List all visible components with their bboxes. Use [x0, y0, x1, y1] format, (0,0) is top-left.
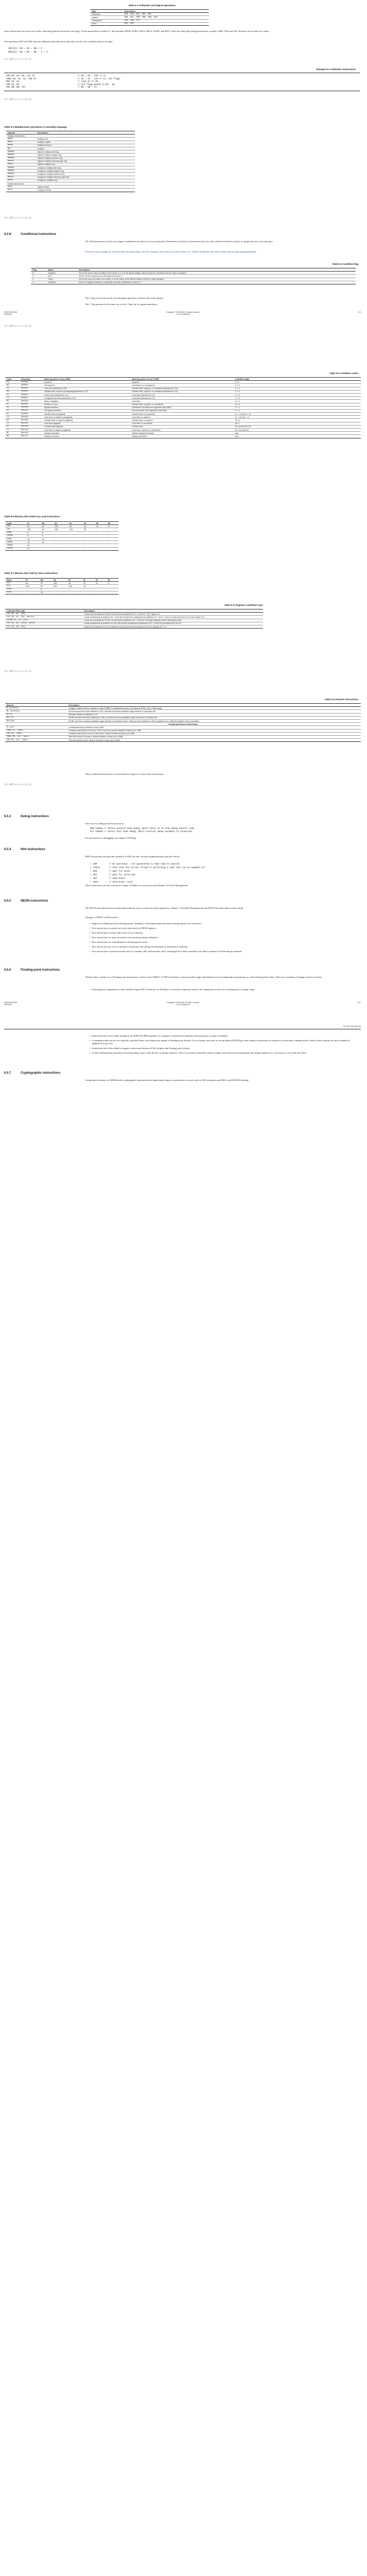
watermark: 東京 電機 2017-03-24 東 京電	[4, 98, 31, 100]
section-paragraph: Processor state on page 4-6, describes the four status flags, Zero (Z), Negative (N), Carry (C) and Overflow (V). Table 6-4 indicates the value of these bits for flag setting operations.	[85, 250, 257, 253]
table-row: STP X9, X8, [X4] Stores the doubleword in X9 to address X4 and stores the doubleword in X8 to address X4 + 8.	[5, 625, 263, 628]
table-row: MSUB Multiply subtract	[6, 144, 135, 147]
table-6-12-note: These conditional instructions are described in Chapter 6 Control flow instructions.	[85, 773, 164, 775]
footer-doc-id: ARM DEN0024A ID050815	[4, 1002, 18, 1006]
note-c-flag: The C flag is set if the result of an unsigned operation overflows the result register.	[85, 297, 164, 299]
table-row: GT 0b1100 Greater than (signed). Greater than. (Z==0) && (N==V)	[5, 425, 361, 428]
table-row: LDR 64 32 128 64 32 16 8	[5, 525, 119, 528]
table-row: PL 0b0101 Positive or zero. Greater than, equal to, or unordered. N = 0	[5, 403, 361, 406]
table-6-2-caption: Table 6-2 Multiplication operations in assembly language	[4, 126, 67, 128]
neon-bullet-list	[92, 922, 357, 955]
footer-doc-id: ARM DEN0024A ID050815	[4, 311, 18, 315]
table-6-11-caption: Table 6-11 Register Load/Store pair	[224, 604, 263, 606]
table-row: CBNZ Rt, label Compare and branch if not zero. If Rt is not zero, branch forward or back up to 1MB.	[5, 729, 361, 732]
table-row: STRB - 8 - - - - -	[5, 588, 119, 591]
list-item: • New instructions for normalization of floating-point values.	[92, 941, 357, 944]
section-title: Cryptographic instructions	[21, 1072, 61, 1075]
fp-bullet-list	[92, 1035, 357, 1056]
list-item: • WFE // Wait for Event	[90, 870, 130, 873]
section-paragraph: An optional extension for ARMv8 adds cryptographic instructions that significantly improve performance on tasks such as AES encryption and SHA1 and SHA256 hashing.	[85, 1079, 249, 1081]
fp-bullet-list	[92, 988, 357, 993]
table-row: UMULH Unsigned multiply returning high half	[6, 176, 135, 179]
table-row: Arithmetic ADD, SUB, ADC, SBC, NEG	[90, 13, 209, 16]
list-item: • New instructions to insert and extract vector elements.	[92, 931, 357, 935]
table-row: Comparison CMP, CMN, TST	[90, 19, 209, 22]
table-row: LE 0b1101 Less than or equal to (signed). Less than, equal to or unordered. (Z==1) || (N!=V)	[5, 429, 361, 432]
section-paragraph: HINT instructions are typically treated as a NOP, but they can have implementation-specific effects:	[85, 855, 180, 858]
table-row: SMULH Signed multiply returning high half	[6, 160, 135, 163]
table-group-row: Multiply instructions	[6, 134, 135, 138]
section-number: 6.5.6	[4, 969, 11, 972]
list-item: • Floating-point comparisons set the condition flags (NZCV) directly. In A64 there is no need to explicitly transfer the comparison results from floating-point to integer flags.	[92, 988, 357, 991]
table-row: HI 0b1000 Greater than (unsigned). Greater than or unordered. (C = 1) && (Z = 0)	[5, 413, 361, 416]
table-6-12-caption: Table 6-12 Branch instructions	[324, 698, 358, 701]
table-6-7	[5, 578, 119, 595]
table-row: LDP 128 64 256 128 64 - -	[5, 528, 119, 531]
table-header-cell: Xt	[26, 522, 40, 525]
table-row: C Carry Set to the carry-out value from result, or to the value of the last bit shifted out from a shift operation.	[31, 278, 356, 281]
section-number: 6.5.3	[4, 815, 11, 818]
example-6-1-code: ADD W0, W1, W2, LSL #3 SUBS X0, X4, X3, ASR #2 MOV X0, X1 CMP W3, W4 ADD W0, W5, #27	[6, 75, 36, 89]
table-6-6-caption: Table 6-6 Memory bits written by Load instructions	[4, 515, 60, 518]
list-item: • A rounding mode can now be explicitly specified when converting from integer to floating-point formats. It is no longer necessary to use the global FPCR flags when simple conversions are required to a particular rounding mode. Some of these options are also available in ARMv8 A32 and T32.	[92, 1039, 357, 1045]
table-row: CS 0b0010 Carry set (identical to HS). Greater than, equal to, or unordered (identical to HS). C = 1	[5, 387, 361, 390]
table-6-5: Code Encoding Meaning (when set by CMP) Meaning (when set by FCMP) Condition flags EQ 0b0000 Equal to. Equal to. Z =1 NE 0b0001 Not equal to. Unordered, or not equal to. Z = 0 CS 0b0010 Carry set (identical to HS). Greater than, equal to, or unordered (identical to HS). C = 1 HS 0b0010 Greater than, equal to (unsigned) (identical to CS). Greater than, equal to, or unordered (identical to CS). C = 1 CC 0b0011 Carry clear (identical to LO). Less than (identical to LO). C = 0 LO 0b0011 Unsigned less than (identical to CC). Less than (identical to CC). C = 0 MI 0b0100 Minus, Negative. Less than. N = 1 PL 0b0101 Positive or zero. Greater than, equal to, or unordered. N = 0 VS 0b0110 Signed overflow. Unordered. (At least one argument was NaN). V = 1 VC 0b0111 No signed overflow. Not unordered. (No argument was NaN). V = 0 HI 0b1000 Greater than (unsigned). Greater than or unordered. (C = 1) && (Z = 0) LS 0b1001 Less than or equal to (unsigned). Less than or equal to. (C = 0) || (Z = 1) GE 0b1010 Greater than or equal to (signed). Greater than or equal to. N==V LT 0b1011 Less than (signed). Less than or unordered. N!=V GT 0b1100 Greater than (signed). Greater than. (Z==0) && (N==V) LE 0b1101 Less than or equal to (signed). Less than, equal to or unordered. (Z==1) || (N!=V) AL 0b1110 Always executed. Default. Always executed. Any NV 0b1111 Always executed. Always executed. Any	[5, 377, 361, 438]
table-row: UMNEGL Unsigned multiply-negate long	[6, 170, 135, 173]
intro-paragraph-1: Some instructions also have an S suffix, indicating that the instruction sets flags. Of the instructions in Table 6-1, this includes ADDS, SUBS, ADCS, SBCS, ANDS, and BICS. There are other flag-setting instructions, notably CMP, CMN and TST, but these do not take an S suffix.	[4, 30, 270, 32]
section-number: 6.5.7	[4, 1072, 11, 1075]
list-item: • New instructions for type conversion and saturating integer arithmetic.	[92, 936, 357, 939]
table-header-cell: Load	[5, 522, 26, 525]
table-header-cell: St	[82, 579, 94, 582]
list-item: • WFI // Wait for Interrupt	[90, 873, 136, 876]
table-row: MNEG Multiply negate	[6, 141, 135, 144]
page-header: The A64 instruction set	[343, 1025, 361, 1027]
watermark: 東京 電機 2017-03-24 東 京電	[4, 58, 31, 60]
watermark: 東京 電機 2017-03-24 東 京電	[4, 325, 31, 327]
table-header-cell: Dt	[67, 579, 82, 582]
section-paragraph: These instructions are also covered in Chapter 14 Multi-core processors and Chapter 15 Power Management.	[85, 884, 189, 887]
table-row: STP 128 64 256 128 64 - -	[5, 585, 119, 588]
table-6-2	[6, 131, 135, 192]
section-number: 6.2.8	[4, 233, 11, 236]
table-header-cell: Dt	[68, 522, 82, 525]
list-item: • Support for double-precision floating-point, enabling C code using double-precision floating-point to be vectorized.	[92, 922, 357, 925]
table-header-cell: Wt	[40, 522, 53, 525]
hint-list	[90, 862, 205, 884]
table-row: GE 0b1010 Greater than or equal to (signed). Greater than or equal to. N==V	[5, 419, 361, 422]
watermark: 東京 電機 2017-03-24 東 京電	[4, 783, 31, 786]
table-row: MUL Multiply	[6, 147, 135, 150]
intro-code-sbc: SBC{S}: Rd = Rn - Rm - 1 + C	[8, 51, 48, 54]
table-header-cell: Bt	[107, 579, 119, 582]
table-row: EQ 0b0000 Equal to. Equal to. Z =1	[5, 381, 361, 384]
table-row: CBZ Rt, label Compare and branch if zero. If Rt is zero, branch forward or back up to 1MB.	[5, 732, 361, 735]
table-row: HS 0b0010 Greater than, equal to (unsigned) (identical to CS). Greater than, equal to, or unordered (identical to CS). C = 1	[5, 390, 361, 393]
table-row: LDRB 8 8 - - - - -	[5, 531, 119, 534]
list-item: • New instructions to operate on scalar data stored in NEON registers.	[92, 927, 357, 930]
table-header-cell: Wt	[39, 579, 52, 582]
watermark: 東京 電機 2017-03-24 東 京電	[4, 670, 31, 672]
table-row: LDP D8, D2, [X11], #0x10 Loads doubleword at address X11 into D8 and the doubleword at address X11 + 8 into D2 and adds 0x10 to X11.	[5, 622, 263, 625]
table-group-row: Divide instructions	[6, 182, 135, 185]
table-header-cell: Ht	[94, 579, 107, 582]
table-row: TBZ Rt, bit, label Test and branch if zero. Branch forward or back up to 32kB.	[5, 739, 361, 742]
table-row: LT 0b1011 Less than (signed). Less than or unordered. N!=V	[5, 422, 361, 425]
table-row: RET{Xn} As BR, but hint to branch prediction logic that this is a function return. Returns to the address in X30 by default, but a different register can be specified.	[5, 719, 361, 722]
table-header-cell: Bt	[107, 522, 119, 525]
table-row: VS 0b0110 Signed overflow. Unordered. (At least one argument was NaN). V = 1	[5, 406, 361, 409]
table-row: LDPSW 64 - - - - - -	[5, 547, 119, 550]
table-row: TBNZ Rt, bit, label Test and branch if nonzero. Branch forward or back up to 32kB.	[5, 735, 361, 738]
table-row: LO 0b0011 Unsigned less than (identical to CC). Less than (identical to CC). C = 0	[5, 397, 361, 400]
section-title: Debug instructions	[21, 815, 49, 818]
list-item: • SEVL // Send Event Local	[90, 880, 133, 884]
table-row: BR Xn Absolute branch to address in Xn.	[5, 713, 361, 716]
table-row: SMNEGL Signed multiply-negate long	[6, 154, 135, 157]
table-header-cell: Qt	[53, 522, 68, 525]
table-row: LDP X8, X2, [X0, #0x10]! Loads doubleword at address X0 + 0x10 into X8 and the doubleword at address X0 + 0x10 + 8 into X2 and add 0x10 to X0. See Figure 6-5.	[5, 616, 263, 619]
table-6-6	[5, 521, 119, 551]
table-row: VC 0b0111 No signed overflow. Not unordered. (No argument was NaN). V = 0	[5, 409, 361, 412]
section-title: Conditional instructions	[21, 233, 56, 236]
table-6-7-caption: Table 6-7 Memory bits read by Store instructions	[4, 572, 58, 574]
table-row: BLR Xn As BR but store the return address in X30, and hint to branch prediction logic that this is a function call.	[5, 716, 361, 719]
list-item: • NOP // No operation - not guaranteed to take time to execute	[90, 862, 180, 866]
table-6-4-caption: Table 6-4 Condition flag	[332, 263, 358, 265]
table-row: BL {offset} As B but store the return address in X30, and hint to branch prediction logic that this is a function call.	[5, 710, 361, 713]
list-item: • YIELD // Hint that the current thread is performing a task that can be swapped out	[90, 866, 205, 869]
section-number: 6.5.4	[4, 848, 11, 851]
debug-code: BRK #imm16 // Enters monitor mode debug, where there is on-chip debug monitor code. HLT #imm16 // Enters halt mode debug, where external debug hardware is connected.	[90, 828, 195, 833]
intro-paragraph-2: The operations ADC and SBC perform additions and subtractions that also use the carry condition flag as an input:	[4, 40, 113, 43]
section-paragraph: The A64 instructions set does not support conditional execution for every instruction. Predicated execution of instructions does not offer sufficient benefit to justify its significant use of opcode space.	[85, 240, 274, 243]
watermark: 東京 電機 2017-03-24 東 京電	[4, 216, 31, 219]
table-row: UMADDL Unsigned multiply-add long	[6, 166, 135, 170]
table-6-1-caption: Table 6-1 Arithmetic and logical operations	[128, 4, 176, 7]
table-header-cell: Xt	[24, 579, 39, 582]
section-title: Hint instructions	[21, 848, 45, 851]
section-title: NEON instructions	[21, 900, 48, 903]
example-6-1-comments: // W0 = W1 + (W2 << 3) // X0 = X4 - (X3 >> 2), set flags // Copy X1 to X0 // Set flags based on W3 - W4 // W0 = W5 + 27	[77, 75, 120, 89]
list-item: • Instructions have been added relating to the IEEE754-2008 standard, for example to calculate the minimum and maximum of a pair of numbers.	[92, 1035, 357, 1038]
table-row: LDRSB 8 8 - - - - -	[5, 534, 119, 537]
table-header-cell: Store	[5, 579, 24, 582]
table-row: Logical AND, BIC, ORR, ORN, EOR, EON	[90, 16, 209, 19]
example-6-1-caption: Example 6-1 Arithmetic instructions	[316, 68, 356, 71]
table-row: LS 0b1001 Less than or equal to (unsigned). Less than or equal to. (C = 0) || (Z = 1)	[5, 416, 361, 419]
section-title: Floating-point instructions	[21, 969, 60, 972]
table-row: NV 0b1111 Always executed. Always executed. Any	[5, 435, 361, 438]
table-row: LDRH 16 16 - - - - -	[5, 537, 119, 540]
section-paragraph: Changes to NEON in A64 include:	[85, 916, 118, 919]
intro-code-adc: ADC{S}: Rd = Rn + Rm + C	[8, 47, 43, 50]
table-row: B {offset} Program relative branch forward or back 128MB. A conditional version, for example B.EQ, has a 1MB range.	[5, 707, 361, 710]
table-header-type: Type	[90, 10, 123, 13]
table-header-opcode: Opcode	[6, 131, 36, 134]
table-row: NE 0b0001 Not equal to. Unordered, or not equal to. Z = 0	[5, 384, 361, 387]
footer-copyright: Copyright © 2015 ARM. All rights reserved. Non-Confidential	[166, 1002, 200, 1006]
table-row: SMADDL Signed multiply-add long	[6, 150, 135, 154]
section-paragraph: A64 provides a similar set of floating-point instructions to those of the ARMv7-A VFPv4 extension, which provides single and double precision mathematical operations on scalar floating-point values. There are a number of changes and new features:	[85, 976, 323, 978]
table-header-instructions: Instructions	[123, 10, 209, 13]
section-paragraph: There are two debug-related instructions:	[85, 822, 124, 825]
table-row: SMSUBL Signed multiply-subtract long	[6, 157, 135, 160]
list-item: • In A64, floating-point operations involving integer types work directly on integer registers. There is no need to manually transfer integer values between floating-point and integer registers for conversions or for loads and stores.	[92, 1052, 357, 1055]
list-item: • Instructions have been added to support conversions between 64-bit integers and floating-point formats.	[92, 1047, 357, 1050]
table-row: UMULL Unsigned multiply long	[6, 179, 135, 182]
table-row: STRH - 16 - - - - -	[5, 591, 119, 594]
list-item: • SEV // Send Event	[90, 877, 125, 880]
table-row: V Overflow Set to 1 if signed overflow or underflow occurred, otherwise it is set to 0.	[31, 281, 356, 284]
table-row: Move MOV, MVN	[90, 22, 209, 25]
table-header-cell: St	[82, 522, 95, 525]
table-group-row: Conditional branch instructions	[5, 723, 361, 726]
table-row: STR 64 32 128 64 32 16 8	[5, 582, 119, 585]
section-paragraph: For information on debugging, see Chapter 18 Debug.	[85, 837, 137, 839]
table-row: SMULL Signed multiply long	[6, 163, 135, 166]
table-6-12: Branch Description B {offset} Program relative branch forward or back 128MB. A conditional version, for example B.EQ, has a 1MB range. BL {offset} As B but store the return address in X30, and hint to branch prediction logic that this is a function call. BR Xn Absolute branch to address in Xn. BLR Xn As BR but store the return address in X30, and hint to branch prediction logic that this is a function call. RET{Xn} As BR, but hint to branch prediction logic that this is a function return. Returns to the address in X30 by default, but a different register can be specified. Conditional branch instructions B.cond Conditional branch forward or back 1MB. CBNZ Rt, label Compare and branch if not zero. If Rt is not zero, branch forward or back up to 1MB. CBZ Rt, label Compare and branch if zero. If Rt is zero, branch forward or back up to 1MB. TBNZ Rt, bit, label Test and branch if nonzero. Branch forward or back up to 32kB. TBZ Rt, bit, label Test and branch if zero. Branch forward or back up to 32kB.	[5, 703, 361, 742]
table-row: Z Zero Set to 1 if the result is zero, otherwise it is set to 0.	[31, 275, 356, 278]
footer-page-number: 6-6	[358, 311, 361, 313]
table-row: LDPSW X3, X4, [X0] Loads word at address X0 into X3 and word at address X0 + 4 into X4, and sign extends both to doubleword size.	[5, 619, 263, 622]
table-row: AL 0b1110 Always executed. Default. Always executed. Any	[5, 432, 361, 435]
footer-copyright: Copyright © 2015 ARM. All rights reserved. Non-Confidential	[166, 311, 200, 315]
table-row: SDIV Signed divide	[6, 185, 135, 189]
footer-page-number: 6-21	[357, 1002, 361, 1004]
table-6-1	[90, 9, 209, 26]
table-row: LDRSH 16 16 - - - - -	[5, 541, 119, 544]
table-row: UDIV Unsigned divide	[6, 189, 135, 192]
note-v-flag: The V flag operates in the same way as the C flag, but for signed operations.	[85, 303, 158, 306]
section-paragraph: The NEON instruction set has several enhancements, some of which are quite significant. Chapter 7 AArch64 Floating-point and NEON describes them in more detail.	[85, 907, 244, 909]
table-header-cell: Qt	[52, 579, 67, 582]
table-header-description: Description	[36, 131, 136, 134]
table-row: MI 0b0100 Minus, Negative. Less than. N = 1	[5, 400, 361, 403]
list-item: • New instructions to perform actions such as compare, add, find absolute value, and negate have been extended to be able to operate on 64-bit integer elements.	[92, 950, 357, 953]
table-row: N Negative Set to the same value as bit[31] of the result. For a 32-bit signed integer, bit[31] being set indicates that the value is negative.	[31, 272, 356, 275]
table-row: LDP W3, W7, [X0] Loads word at address X0 into W3 and word at address X0 + 4 into W7. See Figure 6-4.	[5, 613, 263, 616]
list-item: • New instructions for vector reduction, summation, and taking the maximum or minimum of elements.	[92, 945, 357, 948]
section-number: 6.5.5	[4, 900, 11, 903]
table-header-cell: Ht	[94, 522, 107, 525]
table-row: LDRSW 32 - - - - - -	[5, 544, 119, 547]
table-row: CC 0b0011 Carry clear (identical to LO). Less than (identical to LO). C = 0	[5, 393, 361, 396]
table-6-4: Flag Name Description N Negative Set to the same value as bit[31] of the result. For a 32-bit signed integer, bit[31] being set indicates that the value is negative. Z Zero Set to 1 if the result is zero, otherwise it is set to 0. C Carry Set to the carry-out value from result, or to the value of the last bit shifted out from a shift operation. V Overflow Set to 1 if signed overflow or underflow occurred, otherwise it is set to 0.	[31, 268, 356, 284]
table-row: B.cond Conditional branch forward or back 1MB.	[5, 726, 361, 729]
table-6-5-caption: Table 6-5 Condition codes	[329, 372, 358, 375]
table-row: MADD Multiply add	[6, 138, 135, 141]
table-row: UMSUBL Unsigned multiply-subtract long	[6, 173, 135, 176]
table-6-11: Load and Store pair Description LDP W3, W7, [X0] Loads word at address X0 into W3 and word at address X0 + 4 into W7. See Figure 6-4. LDP X8, X2, [X0, #0x10]! Loads doubleword at address X0 + 0x10 into X8 and the doubleword at address X0 + 0x10 + 8 into X2 and add 0x10 to X0. See Figure 6-5. LDPSW X3, X4, [X0] Loads word at address X0 into X3 and word at address X0 + 4 into X4, and sign extends both to doubleword size. LDP D8, D2, [X11], #0x10 Loads doubleword at address X11 into D8 and the doubleword at address X11 + 8 into D2 and adds 0x10 to X11. STP X9, X8, [X4] Stores the doubleword in X9 to address X4 and stores the doubleword in X8 to address X4 + 8.	[5, 609, 263, 629]
